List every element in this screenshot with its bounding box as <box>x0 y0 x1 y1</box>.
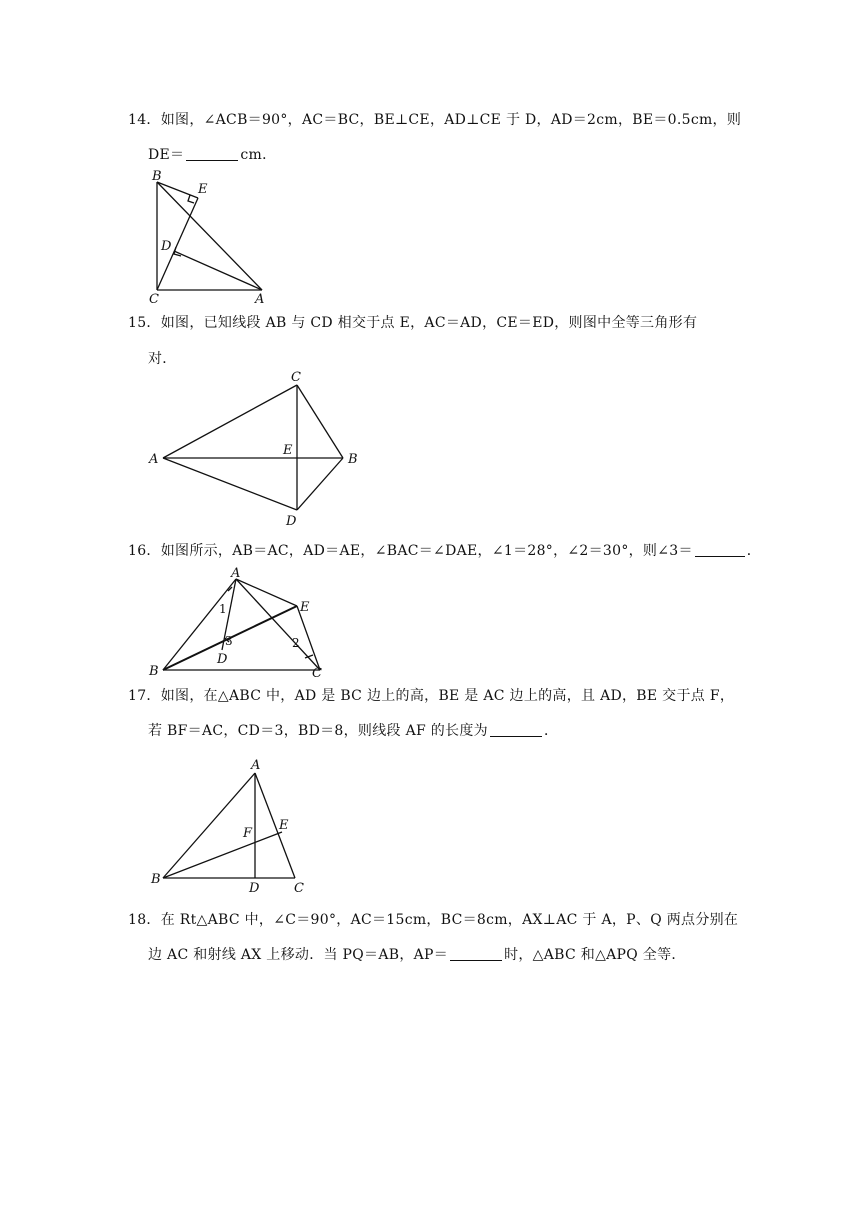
q18-prefix: 边 AC 和射线 AX 上移动．当 PQ＝AB，AP＝ <box>148 947 449 963</box>
q17-label-A: A <box>251 758 261 773</box>
q18-answer-blank[interactable] <box>450 946 502 961</box>
q14-figure <box>140 168 280 308</box>
q15-label-C: C <box>291 370 301 385</box>
q15-label-A: A <box>149 452 159 467</box>
q16-label-C: C <box>312 666 322 681</box>
q17-label-D: D <box>249 881 260 896</box>
q15-label-B: B <box>348 452 358 467</box>
q14-prefix: DE＝ <box>148 147 185 163</box>
q18-text-line1: 18．在 Rt△ABC 中，∠C＝90°，AC＝15cm，BC＝8cm，AX⊥AC 于 A，P、Q 两点分别在 <box>128 912 739 928</box>
q17-figure <box>145 755 320 895</box>
q17-label-B: B <box>151 872 161 887</box>
q16-suffix: ． <box>746 543 762 559</box>
q14-answer-blank[interactable] <box>186 146 238 161</box>
q15-label-D: D <box>286 514 297 529</box>
q16-angle-1: 1 <box>219 602 227 616</box>
q18-text-line2 <box>148 945 686 965</box>
q15-figure <box>145 370 365 530</box>
q14-text-line1: 14．如图，∠ACB＝90°，AC＝BC，BE⊥CE，AD⊥CE 于 D，AD＝2cm，BE＝0.5cm，则 <box>128 112 742 128</box>
q14-label-D: D <box>161 239 172 254</box>
q16-angle-3: 3 <box>225 634 233 648</box>
q14-label-B: B <box>152 169 162 184</box>
q16-text-line1 <box>128 541 761 561</box>
q15-text-line1: 15．如图，已知线段 AB 与 CD 相交于点 E，AC＝AD，CE＝ED，则图中全等三角形有 <box>128 315 698 331</box>
q14-text-line2 <box>148 145 276 165</box>
q16-label-B: B <box>149 664 159 679</box>
q17-label-F: F <box>243 826 253 841</box>
q16-figure <box>145 565 335 680</box>
q17-prefix: 若 BF＝AC，CD＝3，BD＝8，则线段 AF 的长度为 <box>148 723 488 739</box>
q17-text-line1: 17．如图，在△ABC 中，AD 是 BC 边上的高，BE 是 AC 边上的高，且 AD，BE 交于点 F， <box>128 688 735 704</box>
q17-text-line2 <box>148 721 558 741</box>
q14-label-E: E <box>198 182 208 197</box>
q16-label-D: D <box>217 652 228 667</box>
q15-text-line2: 对． <box>148 351 177 367</box>
q14-suffix: cm． <box>240 147 277 163</box>
q17-label-C: C <box>294 881 304 896</box>
q17-suffix: ． <box>543 723 559 739</box>
q16-answer-blank[interactable] <box>695 542 745 557</box>
q16-angle-2: 2 <box>292 636 300 650</box>
q17-answer-blank[interactable] <box>490 722 542 737</box>
q17-label-E: E <box>279 818 289 833</box>
q16-label-E: E <box>300 600 310 615</box>
q16-prefix: 16．如图所示，AB＝AC，AD＝AE，∠BAC＝∠DAE，∠1＝28°，∠2＝30°，则∠3＝ <box>128 543 693 559</box>
q18-suffix: 时，△ABC 和△APQ 全等． <box>504 947 686 963</box>
q14-label-C: C <box>149 292 159 307</box>
q15-label-E: E <box>283 443 293 458</box>
q14-label-A: A <box>255 292 265 307</box>
q16-label-A: A <box>231 566 241 581</box>
